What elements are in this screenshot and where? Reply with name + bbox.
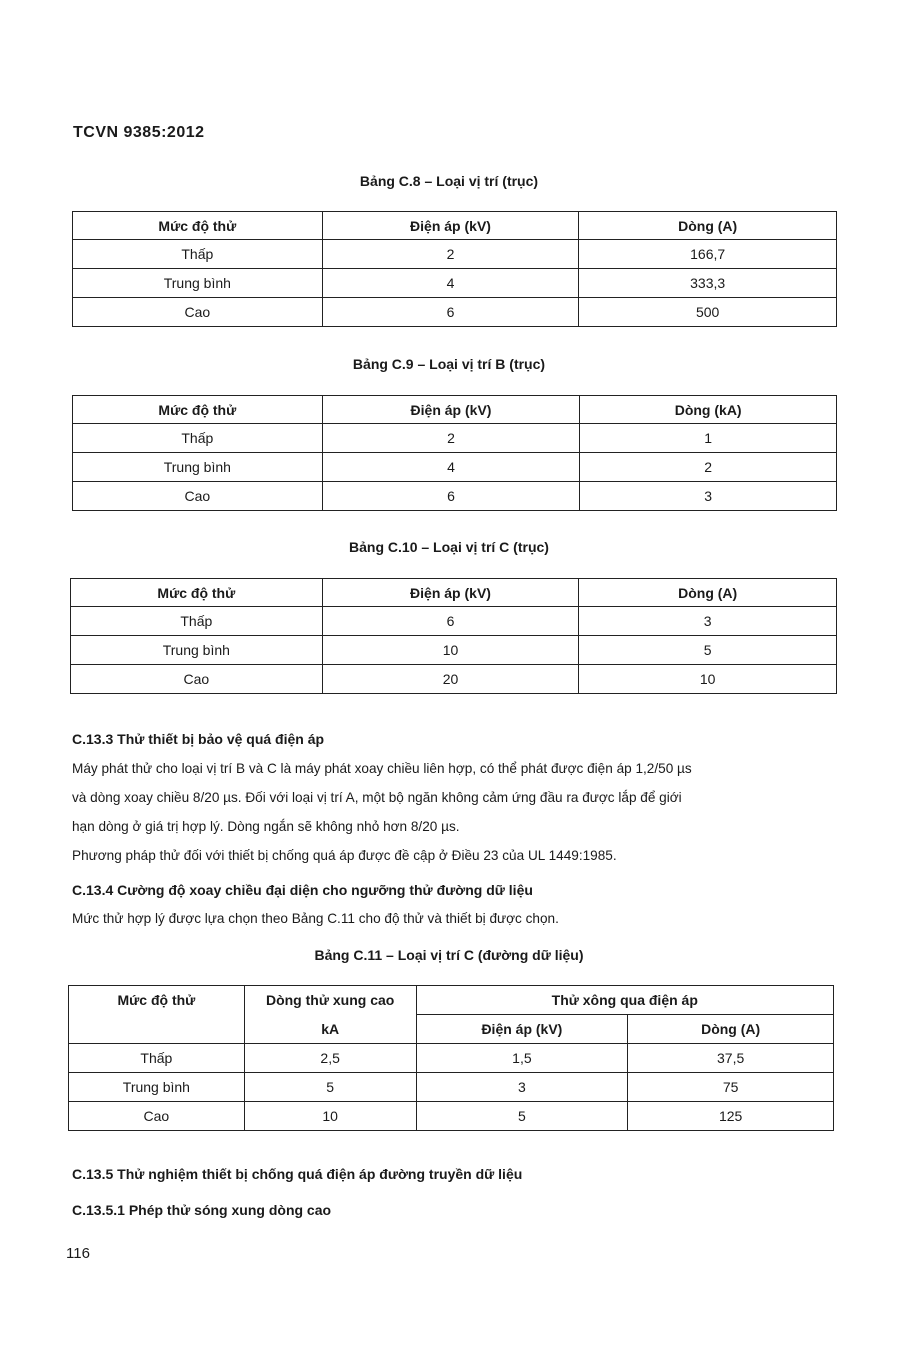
paragraph-line: và dòng xoay chiều 8/20 µs. Đối với loại vị trí A, một bộ ngăn không cảm ứng đầu ra được lắp để giới: [72, 790, 682, 805]
table-cell: 1,5: [416, 1044, 628, 1073]
table-cell: 5: [579, 636, 837, 665]
table-cell: 2: [580, 453, 837, 482]
table-cell: 75: [628, 1073, 834, 1102]
column-header: Dòng (kA): [580, 396, 837, 424]
table-c8-caption: Bảng C.8 – Loại vị trí (trục): [359, 173, 539, 189]
table-c11: [68, 985, 834, 1131]
column-header: Thử xông qua điện áp: [416, 986, 833, 1015]
column-header: Dòng (A): [579, 212, 837, 240]
section-c-13-3-body: [72, 754, 832, 870]
table-row: [73, 482, 837, 511]
column-header: Mức độ thử: [73, 396, 323, 424]
table-row: [71, 607, 837, 636]
table-cell: 3: [580, 482, 837, 511]
table-cell: Thấp: [73, 240, 323, 269]
table-cell: 2,5: [244, 1044, 416, 1073]
table-row: [69, 1044, 834, 1073]
table-cell: 125: [628, 1102, 834, 1131]
table-c9: [72, 395, 837, 511]
table-row: [71, 665, 837, 694]
table-row: [69, 1073, 834, 1102]
table-cell: 2: [322, 424, 580, 453]
table-cell: 5: [416, 1102, 628, 1131]
table-cell: 37,5: [628, 1044, 834, 1073]
table-c10-caption: Bảng C.10 – Loại vị trí C (trục): [349, 539, 549, 555]
table-cell: 333,3: [579, 269, 837, 298]
table-c10: [70, 578, 837, 694]
table-row: [73, 424, 837, 453]
table-cell: Trung bình: [73, 453, 323, 482]
table-row: [71, 636, 837, 665]
table-row: [73, 269, 837, 298]
table-c11-caption: Bảng C.11 – Loại vị trí C (đường dữ liệu): [314, 947, 584, 963]
table-header-row: [69, 986, 834, 1015]
table-row: [69, 1102, 834, 1131]
column-header: Dòng (A): [579, 579, 837, 607]
column-header: Mức độ thử: [73, 212, 323, 240]
table-cell: 5: [244, 1073, 416, 1102]
table-cell: Thấp: [73, 424, 323, 453]
column-header: Điện áp (kV): [416, 1015, 628, 1044]
section-heading-c-13-5: C.13.5 Thử nghiệm thiết bị chống quá điện áp đường truyền dữ liệu: [72, 1166, 523, 1182]
table-cell: Thấp: [69, 1044, 245, 1073]
column-header: Điện áp (kV): [322, 396, 580, 424]
table-header-row: [71, 579, 837, 607]
column-header: Dòng (A): [628, 1015, 834, 1044]
table-cell: 3: [579, 607, 837, 636]
paragraph-line: Máy phát thử cho loại vị trí B và C là máy phát xoay chiều liên hợp, có thể phát được điện áp 1,2/50 µs: [72, 761, 692, 776]
column-header: Mức độ thử: [69, 986, 245, 1044]
column-header: Dòng thử xung cao: [244, 986, 416, 1015]
table-cell: 10: [244, 1102, 416, 1131]
table-cell: Cao: [73, 482, 323, 511]
table-cell: 10: [579, 665, 837, 694]
column-header: Điện áp (kV): [322, 579, 579, 607]
table-cell: 20: [322, 665, 579, 694]
section-c-13-4-body: [72, 904, 832, 933]
table-row: [73, 240, 837, 269]
table-row: [73, 453, 837, 482]
paragraph-line: Phương pháp thử đối với thiết bị chống quá áp được đề cập ở Điều 23 của UL 1449:1985.: [72, 848, 617, 863]
table-cell: Cao: [71, 665, 323, 694]
standard-code: TCVN 9385:2012: [73, 124, 205, 141]
table-cell: Trung bình: [69, 1073, 245, 1102]
table-cell: 6: [322, 298, 579, 327]
table-cell: Cao: [69, 1102, 245, 1131]
section-heading-c-13-4: C.13.4 Cường độ xoay chiều đại diện cho ngưỡng thử đường dữ liệu: [72, 882, 533, 898]
table-cell: Trung bình: [71, 636, 323, 665]
paragraph-line: Mức thử hợp lý được lựa chọn theo Bảng C.11 cho độ thử và thiết bị được chọn.: [72, 911, 559, 926]
table-cell: 1: [580, 424, 837, 453]
table-cell: 2: [322, 240, 579, 269]
section-heading-c-13-5-1: C.13.5.1 Phép thử sóng xung dòng cao: [72, 1202, 332, 1218]
column-header-unit: kA: [244, 1015, 416, 1044]
page-number: 116: [66, 1245, 90, 1262]
column-header: Mức độ thử: [71, 579, 323, 607]
section-heading-c-13-3: C.13.3 Thử thiết bị bảo vệ quá điện áp: [72, 731, 325, 747]
table-header-row: [73, 396, 837, 424]
table-c9-caption: Bảng C.9 – Loại vị trí B (trục): [352, 356, 546, 372]
table-cell: 6: [322, 607, 579, 636]
paragraph-line: hạn dòng ở giá trị hợp lý. Dòng ngắn sẽ không nhỏ hơn 8/20 µs.: [72, 819, 460, 834]
table-cell: 10: [322, 636, 579, 665]
table-c8: [72, 211, 837, 327]
table-cell: 4: [322, 453, 580, 482]
column-header: Điện áp (kV): [322, 212, 579, 240]
table-cell: Thấp: [71, 607, 323, 636]
table-cell: Trung bình: [73, 269, 323, 298]
table-row: [73, 298, 837, 327]
table-header-row: [73, 212, 837, 240]
table-cell: 500: [579, 298, 837, 327]
table-cell: 4: [322, 269, 579, 298]
table-cell: 166,7: [579, 240, 837, 269]
table-cell: 6: [322, 482, 580, 511]
table-cell: Cao: [73, 298, 323, 327]
table-cell: 3: [416, 1073, 628, 1102]
